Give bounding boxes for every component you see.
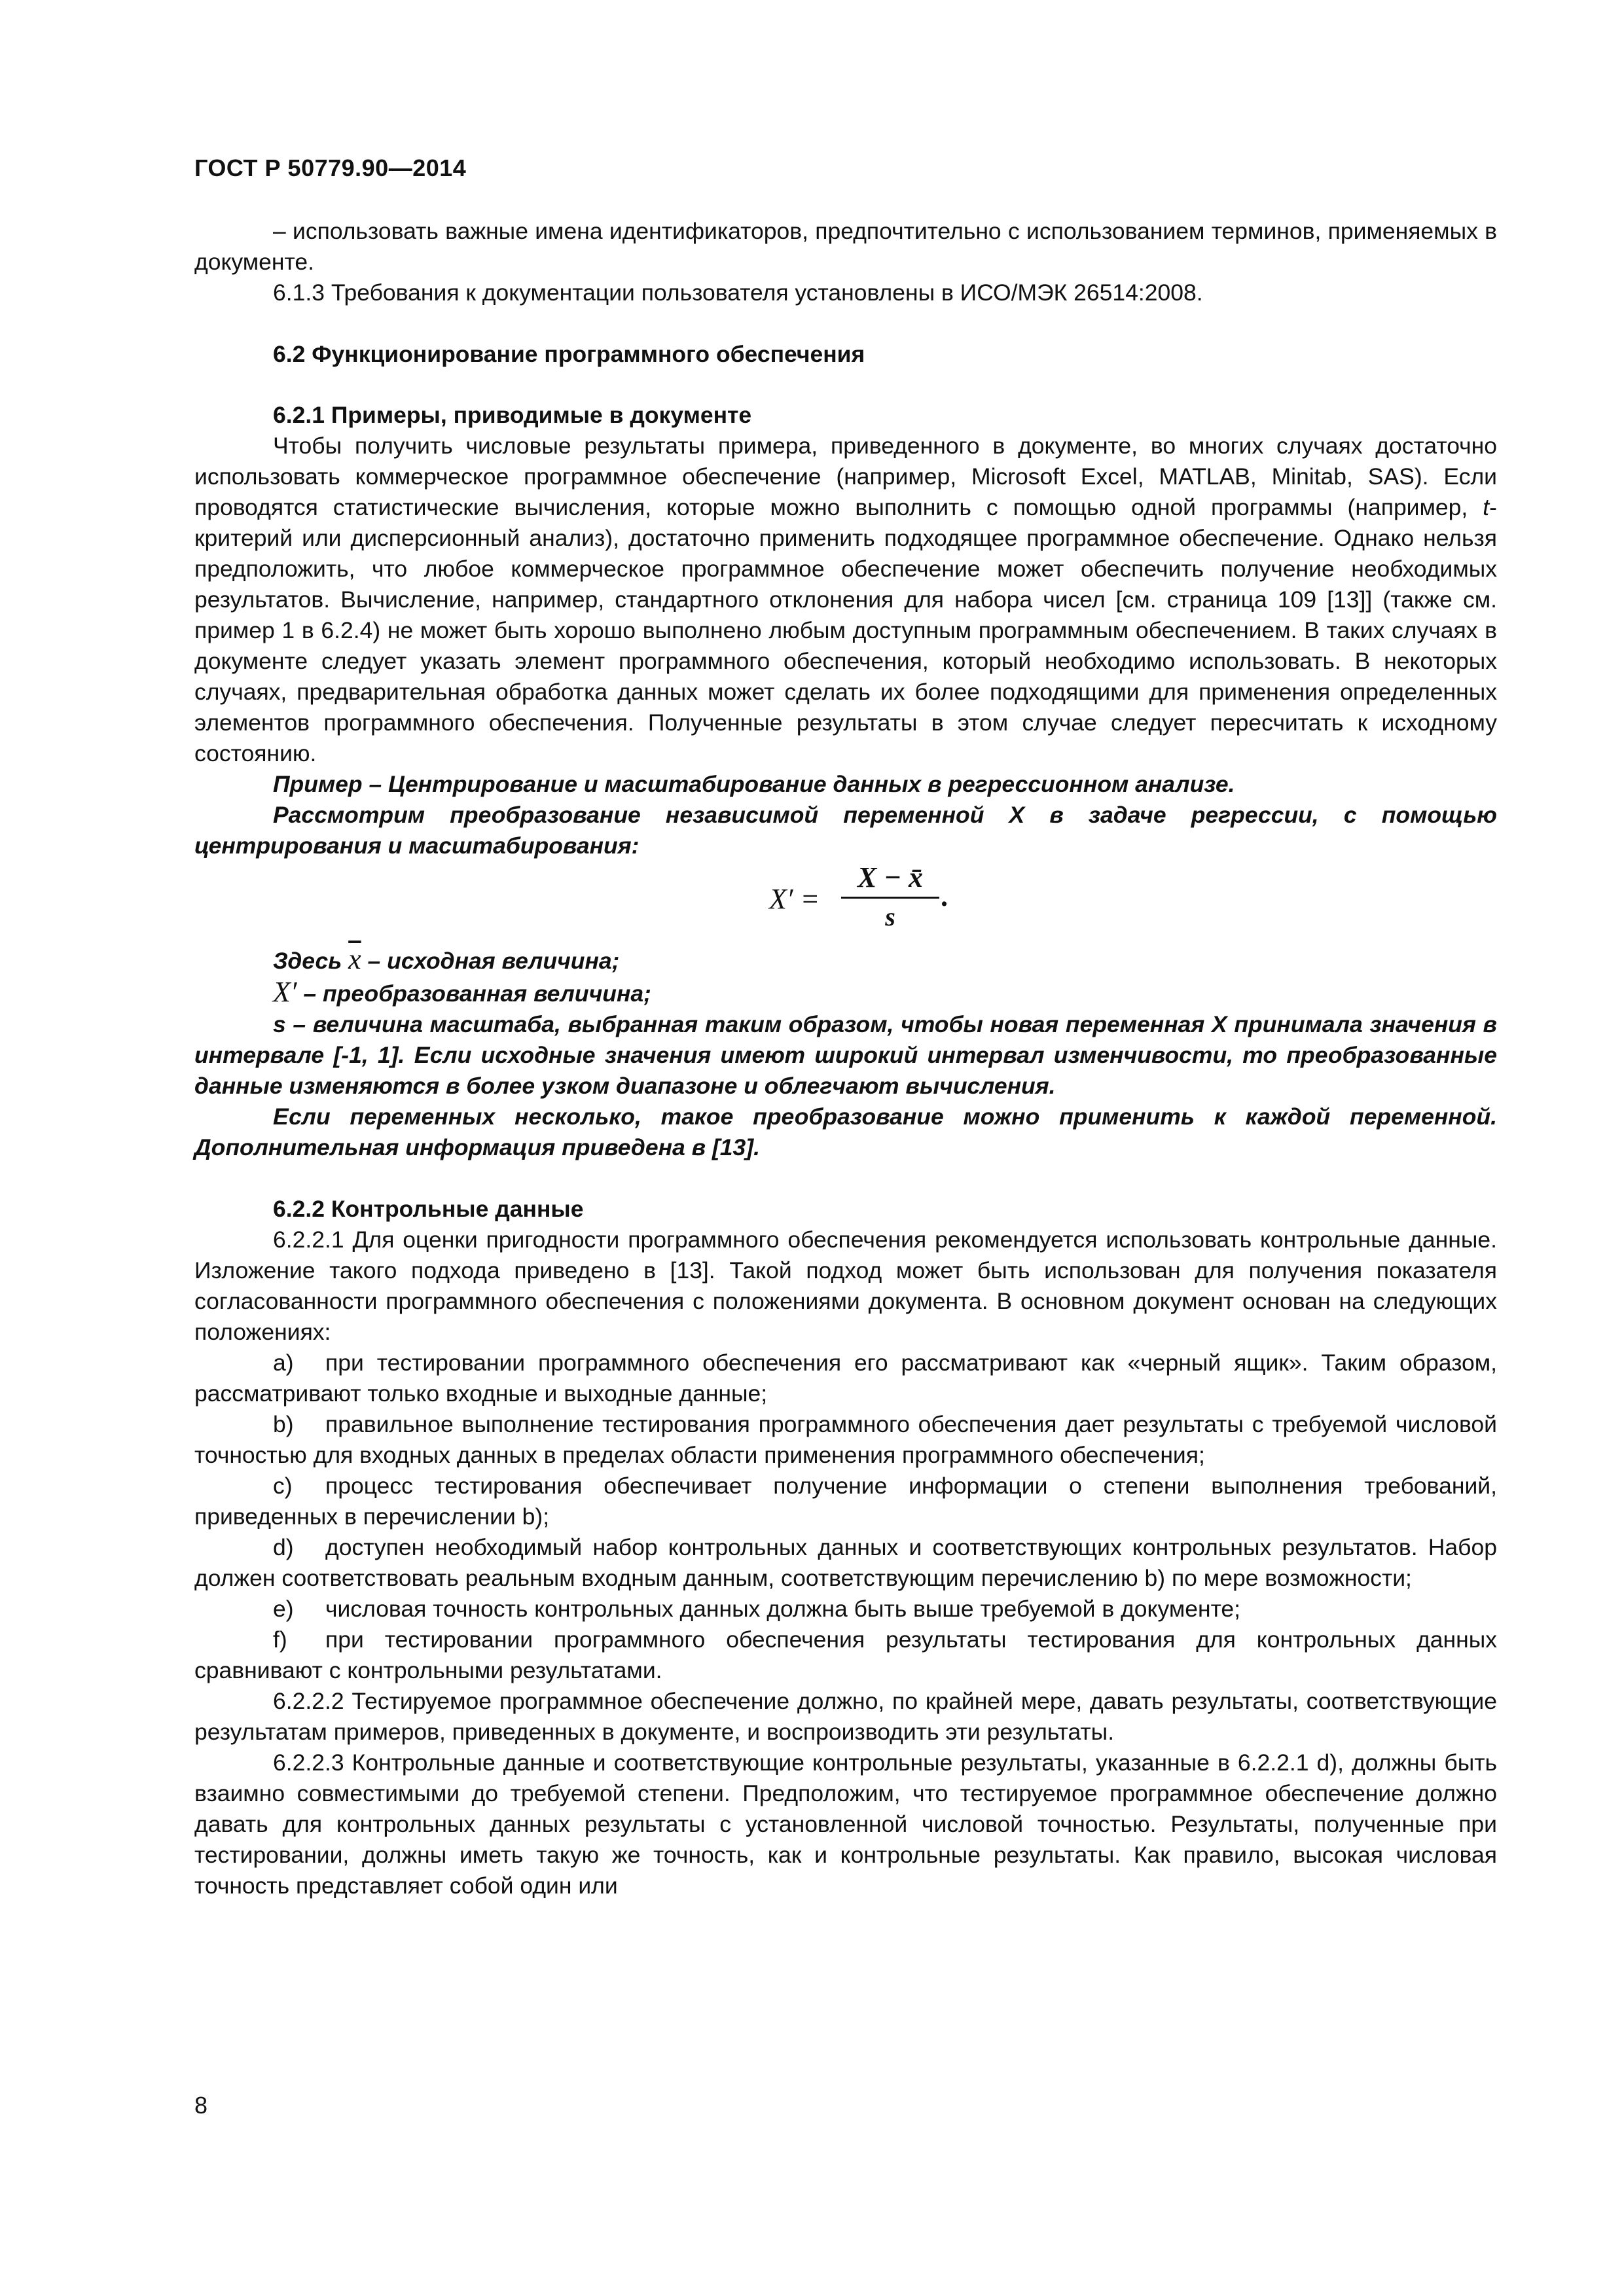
list-item xyxy=(194,1348,1497,1409)
definition-s: s – величина масштаба, выбранная таким образом, чтобы новая переменная X принимала значения в интервале [-1, 1]. Если исходные значения имеют широкий интервал изменчивости, то преобразованные данные изменяются в более узком диапазоне и облегчают вычисления. xyxy=(194,1011,1497,1099)
list-item-text: процесс тестирования обеспечивает получение информации о степени выполнения требований, приведенных в перечислении b); xyxy=(194,1473,1497,1530)
definition-x-lead: Здесь xyxy=(273,948,349,974)
formula-numerator: X − x̄ xyxy=(857,861,923,893)
paragraph-6-1-3: 6.1.3 Требования к документации пользователя установлены в ИСО/МЭК 26514:2008. xyxy=(273,279,1203,306)
heading-6-2-2: 6.2.2 Контрольные данные xyxy=(273,1196,584,1222)
definition-x xyxy=(194,944,1497,977)
list-item-text: при тестировании программного обеспечения его рассматривают как «черный ящик». Таким образом, рассматривают только входные и выходные данные; xyxy=(194,1350,1497,1407)
list-item-text: числовая точность контрольных данных должна быть выше требуемой в документе; xyxy=(325,1596,1241,1622)
heading-6-2-1: 6.2.1 Примеры, приводимые в документе xyxy=(273,402,752,428)
formula-lhs: X′ = xyxy=(769,883,820,915)
paragraph-examples-part2: -критерий или дисперсионный анализ), достаточно применить подходящее программное обеспечение. Однако нельзя предположить, что любое коммерческое программное обеспечение может обеспечить получение необходимых результатов. Вычисление, например, стандартного отклонения для набора чисел [см. страница 109 [13]] (также см. пример 1 в 6.2.4) не может быть хорошо выполнено любым доступным программным обеспечением. В таких случаях в документе следует указать элемент программного обеспечения, который необходимо использовать. В некоторых случаях, предварительная обработка данных может сделать их более подходящими для применения определенных элементов программного обеспечения. Полученные результаты в этом случае следует пересчитать к исходному состоянию. xyxy=(194,494,1497,766)
example-title: Пример – Центрирование и масштабирование данных в регрессионном анализе. xyxy=(273,771,1235,797)
list-item xyxy=(194,1532,1497,1594)
document-body xyxy=(194,216,1497,1901)
list-item-label: f) xyxy=(273,1626,287,1653)
list-item-label: c) xyxy=(273,1473,293,1499)
x-prime-symbol: X′ xyxy=(273,976,297,1008)
list-item-text: доступен необходимый набор контрольных данных и соответствующих контрольных результатов. Набор должен соответствовать реальным входным данным, соответствующим перечислению b) по мере возможности; xyxy=(194,1534,1497,1591)
document-header: ГОСТ Р 50779.90—2014 xyxy=(194,154,467,181)
list-item-text: правильное выполнение тестирования программного обеспечения дает результаты с требуемой числовой точностью для входных данных в пределах области применения программного обеспечения; xyxy=(194,1411,1497,1468)
paragraph-examples-part1: Чтобы получить числовые результаты примера, приведенного в документе, во многих случаях достаточно использовать коммерческое программное обеспечение (например, Microsoft Excel, MATLAB, Minitab, SAS). Если проводятся статистические вычисления, которые можно выполнить с помощью одной программы (например, xyxy=(194,433,1497,520)
list-item xyxy=(194,1409,1497,1471)
paragraph-6-2-2-3: 6.2.2.3 Контрольные данные и соответствующие контрольные результаты, указанные в 6.2.2.1 d), должны быть взаимно совместимыми до требуемой степени. Предположим, что тестируемое программное обеспечение должно давать для контрольных данных результаты с установленной числовой точностью. Результаты, полученные при тестировании, должны иметь такую же точность, как и контрольные результаты. Как правило, высокая числовая точность представляет собой один или xyxy=(194,1749,1497,1899)
heading-6-2: 6.2 Функционирование программного обеспечения xyxy=(273,341,865,367)
page-number: 8 xyxy=(194,2092,208,2119)
scaling-formula xyxy=(194,861,1497,935)
paragraph-examples xyxy=(194,431,1497,769)
definition-xprime-text: – преобразованная величина; xyxy=(297,980,651,1007)
definition-xprime xyxy=(194,977,1497,1009)
definition-x-text: – исходная величина; xyxy=(361,948,620,974)
list-item-label: b) xyxy=(273,1411,294,1437)
formula-fraction xyxy=(841,861,939,933)
list-item-label: a) xyxy=(273,1350,294,1376)
paragraph-6-2-2-2: 6.2.2.2 Тестируемое программное обеспечение должно, по крайней мере, давать результаты, соответствующие результатам примеров, приведенных в документе, и воспроизводить эти результаты. xyxy=(194,1688,1497,1745)
list-item-text: при тестировании программного обеспечения результаты тестирования для контрольных данных сравнивают с контрольными результатами. xyxy=(194,1626,1497,1683)
fraction-bar xyxy=(841,897,939,899)
t-criterion-symbol: t xyxy=(1483,494,1490,520)
list-item xyxy=(194,1471,1497,1532)
list-item xyxy=(194,1594,1497,1624)
formula-end: . xyxy=(941,880,948,912)
list-item-label: e) xyxy=(273,1596,294,1622)
x-bar-symbol: $\overline{x}$ xyxy=(348,943,361,975)
paragraph-6-2-2-1: 6.2.2.1 Для оценки пригодности программного обеспечения рекомендуется использовать контрольные данные. Изложение такого подхода приведено в [13]. Такой подход может быть использован для получения показателя согласованности программного обеспечения с положениями документа. В основном документ основан на следующих положениях: xyxy=(194,1227,1497,1345)
example-intro: Рассмотрим преобразование независимой переменной X в задаче регрессии, с помощью центрирования и масштабирования: xyxy=(194,802,1497,859)
multiple-variables-note: Если переменных несколько, такое преобразование можно применить к каждой переменной. Дополнительная информация приведена в [13]. xyxy=(194,1103,1497,1160)
list-item-label: d) xyxy=(273,1534,294,1560)
bullet-identifiers: – использовать важные имена идентификаторов, предпочтительно с использованием терминов, применяемых в документе. xyxy=(194,218,1497,275)
list-item xyxy=(194,1624,1497,1686)
formula-denominator: s xyxy=(885,902,895,931)
